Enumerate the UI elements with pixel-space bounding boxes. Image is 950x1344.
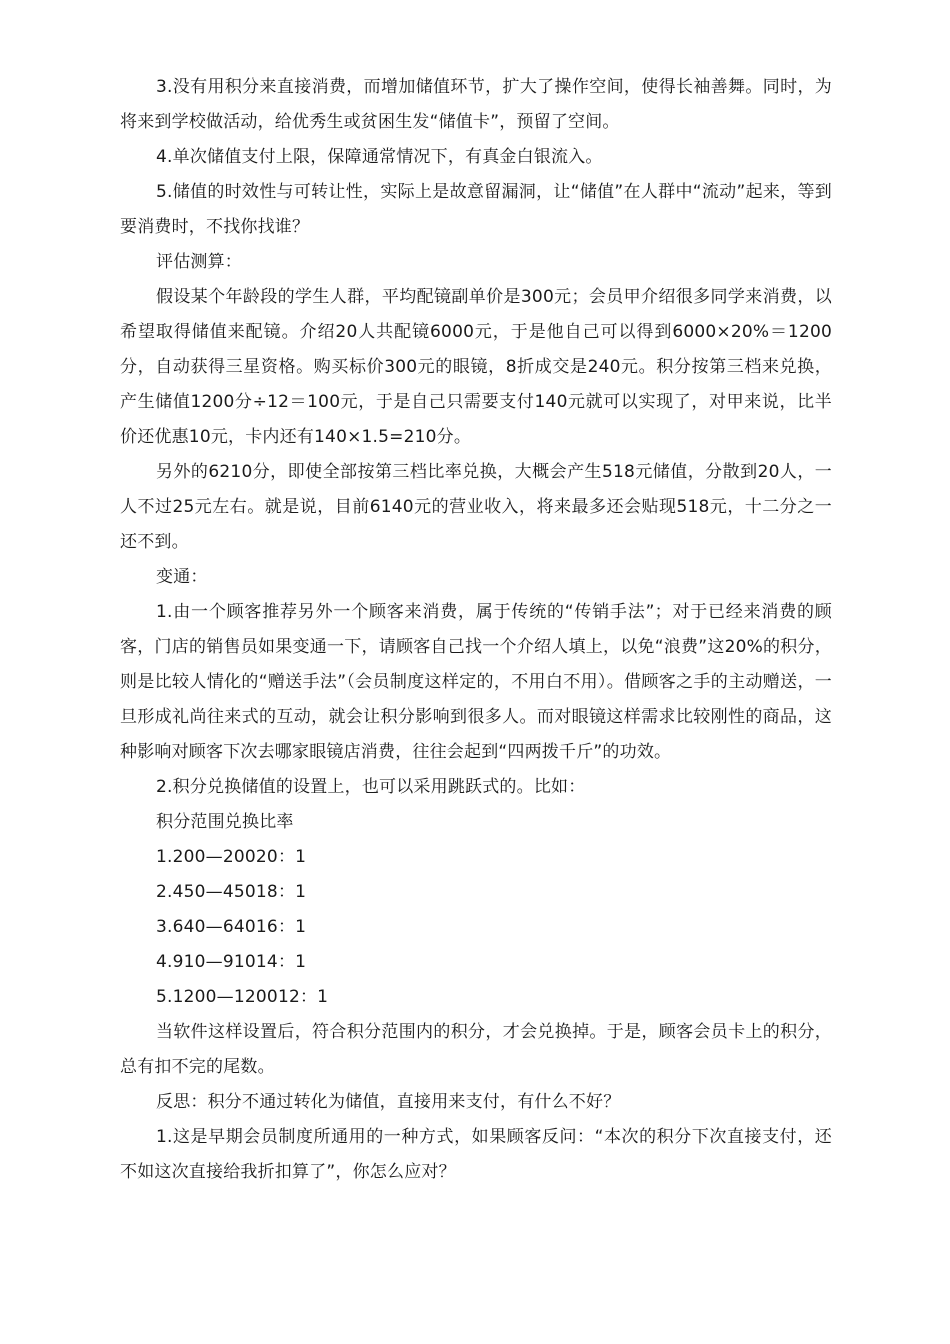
paragraph-software-setting: 当软件这样设置后，符合积分范围内的积分，才会兑换掉。于是，顾客会员卡上的积分，总有扣不完的尾数。 xyxy=(120,1022,832,1077)
ratio-table-header: 积分范围兑换比率 xyxy=(156,812,294,832)
paragraph-point-4: 4.单次储值支付上限，保障通常情况下，有真金白银流入。 xyxy=(156,147,603,167)
paragraph-point-3: 3.没有用积分来直接消费，而增加储值环节，扩大了操作空间，使得长袖善舞。同时，为将来到学校做活动，给优秀生或贫困生发“储值卡”，预留了空间。 xyxy=(120,77,832,132)
document-page xyxy=(120,70,832,1190)
paragraph-adaptation-2: 2.积分兑换储值的设置上，也可以采用跳跃式的。比如： xyxy=(156,777,586,797)
ratio-table-row: 5.1200—120012：1 xyxy=(156,987,329,1007)
heading-adaptation: 变通： xyxy=(156,567,208,587)
paragraph-reflection-1: 1.这是早期会员制度所通用的一种方式，如果顾客反问：“本次的积分下次直接支付，还不如这次直接给我折扣算了”，你怎么应对？ xyxy=(120,1127,832,1182)
ratio-table-row: 4.910—91014：1 xyxy=(156,952,307,972)
ratio-table-row: 2.450—45018：1 xyxy=(156,882,307,902)
paragraph-adaptation-1: 1.由一个顾客推荐另外一个顾客来消费，属于传统的“传销手法”；对于已经来消费的顾客，门店的销售员如果变通一下，请顾客自己找一个介绍人填上，以免“浪费”这20%的积分，则是比较人情化的“赠送手法”（会员制度这样定的，不用白不用）。借顾客之手的主动赠送，一旦形成礼尚往来式的互动，就会让积分影响到很多人。而对眼镜这样需求比较刚性的商品，这种影响对顾客下次去哪家眼镜店消费，往往会起到“四两拨千斤”的功效。 xyxy=(120,602,832,762)
heading-reflection: 反思：积分不通过转化为储值，直接用来支付，有什么不好？ xyxy=(156,1092,621,1112)
paragraph-evaluation-example: 假设某个年龄段的学生人群，平均配镜副单价是300元；会员甲介绍很多同学来消费，以希望取得储值来配镜。介绍20人共配镜6000元，于是他自己可以得到6000×20%＝1200分，自动获得三星资格。购买标价300元的眼镜，8折成交是240元。积分按第三档来兑换，产生储值1200分÷12＝100元，于是自己只需要支付140元就可以实现了，对甲来说，比半价还优惠10元，卡内还有140×1.5=210分。 xyxy=(120,287,832,447)
ratio-table-row: 3.640—64016：1 xyxy=(156,917,307,937)
ratio-table-row: 1.200—20020：1 xyxy=(156,847,307,867)
paragraph-evaluation-remainder: 另外的6210分，即使全部按第三档比率兑换，大概会产生518元储值，分散到20人，一人不过25元左右。就是说，目前6140元的营业收入，将来最多还会贴现518元，十二分之一还不到。 xyxy=(120,462,832,552)
heading-evaluation: 评估测算： xyxy=(156,252,242,272)
paragraph-point-5: 5.储值的时效性与可转让性，实际上是故意留漏洞，让“储值”在人群中“流动”起来，等到要消费时，不找你找谁？ xyxy=(120,182,832,237)
